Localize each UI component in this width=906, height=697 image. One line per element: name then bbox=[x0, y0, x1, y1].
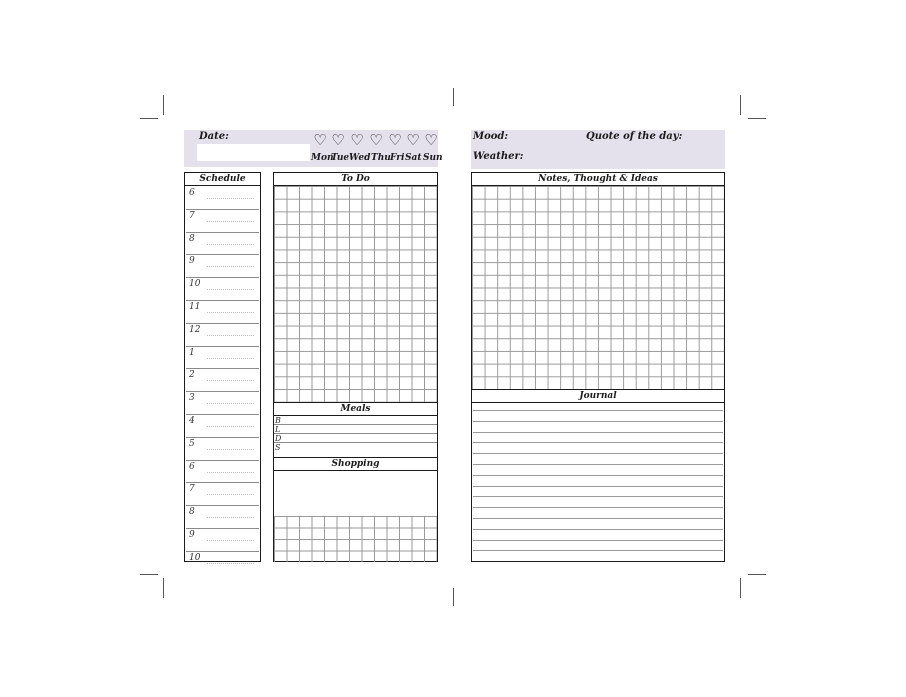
schedule-hour-label: 9 bbox=[189, 256, 195, 267]
journal-line[interactable] bbox=[473, 432, 723, 433]
heart-icon[interactable]: ♡ bbox=[388, 131, 402, 149]
day-label: Tue bbox=[331, 153, 350, 163]
schedule-panel bbox=[184, 172, 261, 562]
day-label: Wed bbox=[349, 153, 371, 163]
crop-mark bbox=[453, 88, 454, 106]
quote-label: Quote of the day: bbox=[586, 131, 683, 142]
journal-line[interactable] bbox=[473, 475, 723, 476]
todo-grid[interactable] bbox=[274, 186, 437, 403]
schedule-hour-line bbox=[186, 505, 259, 506]
schedule-hour-label: 7 bbox=[189, 210, 195, 221]
schedule-hour-line bbox=[186, 323, 259, 324]
meal-letter-lunch: L bbox=[275, 425, 281, 434]
journal-line[interactable] bbox=[473, 421, 723, 422]
crop-mark bbox=[740, 95, 741, 115]
schedule-half-hour-line bbox=[207, 244, 254, 245]
schedule-half-hour-line bbox=[207, 380, 254, 381]
notes-panel bbox=[471, 172, 725, 562]
meal-letter-dinner: D bbox=[275, 434, 282, 443]
schedule-hour-line bbox=[186, 391, 259, 392]
shopping-section bbox=[274, 457, 437, 561]
heart-icon[interactable]: ♡ bbox=[406, 131, 420, 149]
heart-icon[interactable]: ♡ bbox=[424, 131, 438, 149]
heart-icon[interactable]: ♡ bbox=[350, 131, 364, 149]
schedule-half-hour-line bbox=[207, 198, 254, 199]
schedule-hour-line bbox=[186, 232, 259, 233]
journal-line[interactable] bbox=[473, 518, 723, 519]
schedule-half-hour-line bbox=[207, 289, 254, 290]
schedule-hour-line bbox=[186, 414, 259, 415]
notes-grid[interactable] bbox=[472, 186, 724, 389]
journal-line[interactable] bbox=[473, 410, 723, 411]
notes-title: Notes, Thought & Ideas bbox=[472, 173, 724, 186]
crop-mark bbox=[453, 588, 454, 606]
mood-label: Mood: bbox=[473, 131, 509, 142]
date-field[interactable] bbox=[197, 144, 310, 161]
schedule-hour-label: 12 bbox=[189, 324, 201, 335]
schedule-hour-line bbox=[186, 300, 259, 301]
schedule-hour-label: 2 bbox=[189, 370, 195, 381]
meal-letter-breakfast: B bbox=[275, 416, 281, 425]
meals-section bbox=[274, 402, 437, 459]
crop-mark bbox=[740, 578, 741, 598]
day-label: Mon bbox=[311, 153, 334, 163]
schedule-title: Schedule bbox=[185, 173, 260, 186]
shopping-title: Shopping bbox=[274, 458, 437, 471]
schedule-hour-label: 11 bbox=[189, 302, 201, 312]
journal-line[interactable] bbox=[473, 529, 723, 530]
crop-mark bbox=[748, 574, 766, 575]
journal-line[interactable] bbox=[473, 486, 723, 487]
heart-icon[interactable]: ♡ bbox=[331, 131, 345, 149]
todo-title: To Do bbox=[274, 173, 437, 186]
schedule-hour-label: 1 bbox=[189, 347, 195, 358]
schedule-hour-label: 4 bbox=[189, 416, 195, 426]
meal-letter-snack: S bbox=[275, 443, 281, 452]
journal-line[interactable] bbox=[473, 540, 723, 541]
journal-line[interactable] bbox=[473, 453, 723, 454]
schedule-half-hour-line bbox=[207, 335, 254, 336]
schedule-half-hour-line bbox=[207, 312, 254, 313]
schedule-half-hour-line bbox=[207, 563, 254, 564]
schedule-hour-line bbox=[186, 460, 259, 461]
schedule-hour-label: 6 bbox=[189, 188, 195, 198]
schedule-hour-line bbox=[186, 551, 259, 552]
weather-label: Weather: bbox=[473, 151, 524, 162]
journal-line[interactable] bbox=[473, 507, 723, 508]
schedule-hour-line bbox=[186, 346, 259, 347]
meal-row bbox=[274, 424, 437, 425]
crop-mark bbox=[140, 118, 158, 119]
schedule-half-hour-line bbox=[207, 426, 254, 427]
schedule-half-hour-line bbox=[207, 494, 254, 495]
meal-row bbox=[274, 442, 437, 443]
journal-line[interactable] bbox=[473, 464, 723, 465]
day-label: Fri bbox=[390, 153, 405, 163]
todo-panel bbox=[273, 172, 438, 562]
schedule-hour-line bbox=[186, 254, 259, 255]
schedule-hour-line bbox=[186, 368, 259, 369]
journal-line[interactable] bbox=[473, 550, 723, 551]
heart-icon[interactable]: ♡ bbox=[369, 131, 383, 149]
date-label: Date: bbox=[199, 131, 229, 142]
schedule-half-hour-line bbox=[207, 472, 254, 473]
day-label: Sat bbox=[405, 153, 422, 163]
schedule-hour-label: 8 bbox=[189, 233, 195, 244]
schedule-hour-label: 10 bbox=[189, 552, 201, 563]
crop-mark bbox=[163, 578, 164, 598]
crop-mark bbox=[748, 118, 766, 119]
schedule-hour-label: 8 bbox=[189, 507, 195, 518]
schedule-half-hour-line bbox=[207, 517, 254, 518]
schedule-half-hour-line bbox=[207, 449, 254, 450]
crop-mark bbox=[163, 95, 164, 115]
day-label: Sun bbox=[423, 153, 443, 163]
shopping-grid[interactable] bbox=[274, 516, 437, 562]
schedule-hour-label: 10 bbox=[189, 279, 201, 290]
schedule-half-hour-line bbox=[207, 358, 254, 359]
schedule-half-hour-line bbox=[207, 540, 254, 541]
meals-title: Meals bbox=[274, 403, 437, 416]
schedule-half-hour-line bbox=[207, 403, 254, 404]
schedule-hour-label: 7 bbox=[189, 484, 195, 495]
schedule-hour-label: 9 bbox=[189, 530, 195, 540]
journal-title: Journal bbox=[472, 390, 724, 403]
schedule-hour-label: 3 bbox=[189, 393, 195, 404]
heart-icon[interactable]: ♡ bbox=[313, 131, 327, 149]
journal-line[interactable] bbox=[473, 442, 723, 443]
crop-mark bbox=[140, 574, 158, 575]
journal-line[interactable] bbox=[473, 496, 723, 497]
journal-section bbox=[472, 389, 724, 561]
schedule-hour-line bbox=[186, 209, 259, 210]
schedule-hour-label: 6 bbox=[189, 461, 195, 472]
schedule-hour-line bbox=[186, 437, 259, 438]
meal-row bbox=[274, 433, 437, 434]
schedule-half-hour-line bbox=[207, 266, 254, 267]
day-label: Thu bbox=[371, 153, 391, 163]
schedule-hour-line bbox=[186, 528, 259, 529]
schedule-half-hour-line bbox=[207, 221, 254, 222]
schedule-hour-label: 5 bbox=[189, 438, 195, 449]
schedule-hour-line bbox=[186, 482, 259, 483]
schedule-hour-line bbox=[186, 277, 259, 278]
